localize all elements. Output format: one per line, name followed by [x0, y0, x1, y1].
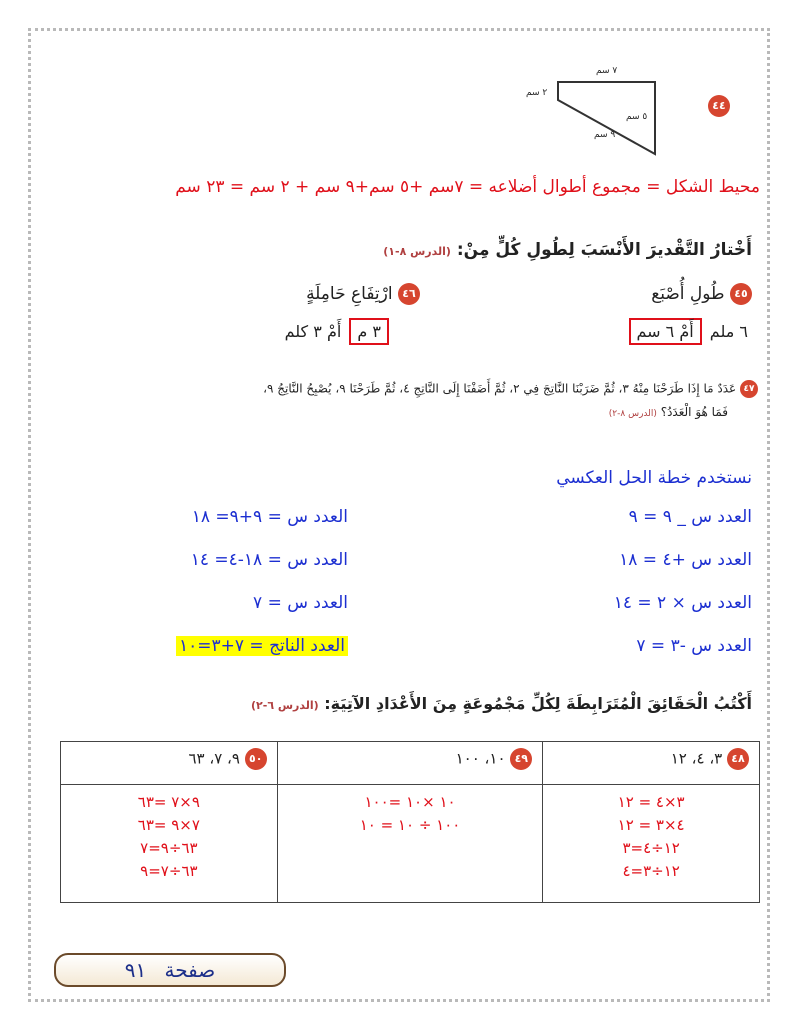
facts-col-50-head: [61, 742, 278, 785]
q48-fact-4: ١٢÷٣=٤: [622, 862, 680, 880]
page-word: صفحة: [164, 958, 216, 982]
estimate-heading: [383, 240, 752, 260]
q44-perimeter-answer: محيط الشكل = مجموع أطوال أضلاعه = ٧سم +٥ سم+٩ سم + ٢ سم = ٢٣ سم: [175, 177, 760, 197]
solution-result-value: ١٠: [178, 636, 198, 656]
solution-right-0: العدد س _ ٩ = ٩: [628, 507, 752, 527]
q48-badge: ٤٨: [727, 748, 749, 770]
q48-fact-3: ١٢÷٤=٣: [622, 839, 680, 857]
q46-badge: ٤٦: [398, 283, 420, 305]
q47-lesson-ref: (الدرس ٨-٢): [608, 409, 657, 419]
q45-or: أَمْ: [679, 322, 694, 341]
solution-result-highlight: [176, 636, 348, 656]
q49-set: ١٠، ١٠٠: [455, 749, 506, 768]
q44-badge: ٤٤: [708, 95, 730, 117]
q50-badge: ٥٠: [245, 748, 267, 770]
solution-plan: نستخدم خطة الحل العكسي: [556, 468, 752, 488]
q50-set: ٩، ٧، ٦٣: [188, 749, 240, 768]
trapezoid-shape: [520, 62, 680, 162]
solution-result: [176, 636, 348, 656]
q44-side-bottom: ٩ سم: [594, 130, 616, 140]
q46-option-2: ٣ كلم: [284, 322, 322, 341]
solution-result-label: العدد الناتج = ٧+٣=: [197, 636, 345, 656]
q49-fact-1: ١٠ ×١٠ =١٠٠: [364, 793, 456, 811]
page-number-label: [54, 953, 286, 987]
q47-badge: ٤٧: [740, 380, 758, 398]
q46-answer-box: [349, 318, 389, 345]
solution-left-2: العدد س = ٧: [253, 593, 348, 613]
estimate-lesson-ref: (الدرس ٨-١): [383, 245, 451, 258]
q46-options-row: [285, 318, 392, 345]
facts-col-48-head: [543, 742, 760, 785]
solution-left-0: العدد س = ٩+٩= ١٨: [191, 507, 348, 527]
q50-fact-1: ٩×٧ =٦٣: [137, 793, 200, 811]
q47-question-line1: عَدَدٌ مَا إِذَا طَرَحْنَا مِنْهُ ٣، ثُمَّ ضَرَبْنَا النَّاتِجَ فِي ٢، ثُمَّ أَضَفْنَا إِلَى النَّاتِجِ ٤، ثُمَّ طَرَحْنَا ٩، يُصْبِحُ النَّاتِجُ ٩،: [263, 381, 737, 396]
facts-col-48-body: [543, 785, 760, 903]
solution-right-1: العدد س +٤ = ١٨: [619, 550, 752, 570]
q48-fact-2: ٤×٣ = ١٢: [617, 816, 685, 834]
solution-right-3: العدد س -٣ = ٧: [636, 636, 752, 656]
facts-col-50-body: [61, 785, 278, 903]
q47-question-line2: فَمَا هُوَ الْعَدَدُ؟: [660, 405, 728, 419]
facts-lesson-ref: (الدرس ٦-٢): [251, 699, 319, 712]
q46-answer: ٣ م: [357, 322, 381, 341]
q45-label-row: [651, 283, 752, 305]
q50-fact-3: ٦٣÷٩=٧: [140, 839, 198, 857]
facts-heading-text: أَكْتُبُ الْحَقَائِقَ الْمُتَرَابِطَةَ لِكُلِّ مَجْمُوعَةٍ مِنَ الأَعْدَادِ الآتِيَةِ:: [324, 694, 752, 713]
q46-label: ارْتِفَاعِ حَامِلَةٍ: [306, 284, 393, 304]
q45-badge: ٤٥: [730, 283, 752, 305]
q49-badge: ٤٩: [510, 748, 532, 770]
q47-line-1: [263, 380, 758, 398]
q46-or: أَمْ: [326, 322, 342, 341]
facts-body-row: [61, 785, 760, 903]
solution-right-2: العدد س × ٢ = ١٤: [613, 593, 752, 613]
solution-left-1: العدد س = ١٨-٤= ١٤: [190, 550, 348, 570]
page-number: ٩١: [124, 958, 147, 982]
facts-table: [60, 741, 760, 903]
q45-option-1: ٦ ملم: [709, 322, 748, 341]
q50-fact-2: ٧×٩ =٦٣: [137, 816, 200, 834]
q49-fact-2: ١٠٠ ÷ ١٠ = ١٠: [359, 816, 461, 834]
facts-col-49-body: [277, 785, 543, 903]
q47-line-2: [609, 405, 728, 419]
q44-side-left: ٢ سم: [526, 88, 548, 98]
q45-options-row: [626, 318, 748, 345]
facts-col-49-head: [277, 742, 543, 785]
q45-answer-box: [629, 318, 702, 345]
q44-figure: [520, 62, 680, 162]
q44-side-right: ٥ سم: [626, 112, 648, 122]
q44-side-top: ٧ سم: [596, 66, 618, 76]
q48-set: ٣، ٤، ١٢: [670, 749, 723, 768]
q45-label: طُولِ أُصْبَع: [651, 284, 725, 304]
facts-header-row: [61, 742, 760, 785]
facts-heading: [251, 694, 752, 713]
q50-fact-4: ٦٣÷٧=٩: [140, 862, 198, 880]
q45-answer: ٦ سم: [636, 322, 675, 341]
q46-label-row: [306, 283, 420, 305]
estimate-heading-text: أَخْتارُ التَّقْديرَ الأَنْسَبَ لِطُولِ كُلٍّ مِنْ:: [456, 240, 752, 260]
q48-fact-1: ٣×٤ = ١٢: [617, 793, 685, 811]
